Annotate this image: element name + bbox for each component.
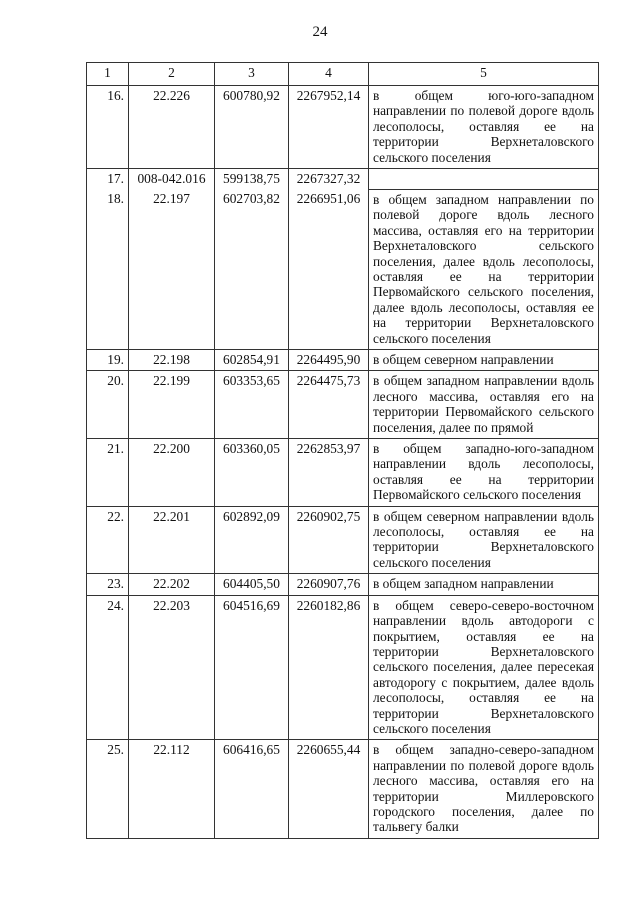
x-coordinate-cell: 602854,91: [215, 350, 289, 371]
table-row: [87, 439, 599, 507]
row-number-cell: 16.: [87, 86, 129, 169]
y-coordinate-cell: 2260907,76: [289, 574, 369, 595]
row-number-cell: 22.: [87, 506, 129, 574]
x-coordinate-cell: 604516,69: [215, 595, 289, 740]
row-number-cell: 20.: [87, 371, 129, 439]
x-coordinate-cell: 599138,75: [215, 169, 289, 190]
header-row: [87, 63, 599, 86]
description-cell: в общем северном направлении вдоль лесополосы, оставляя ее на территории Верхнеталовского сельского поселения: [369, 506, 599, 574]
x-coordinate-cell: 602892,09: [215, 506, 289, 574]
row-number-cell: 17.: [87, 169, 129, 190]
y-coordinate-cell: 2260182,86: [289, 595, 369, 740]
header-col-1: 1: [87, 63, 129, 86]
y-coordinate-cell: 2266951,06: [289, 189, 369, 349]
description-cell: в общем западном направлении вдоль лесного массива, оставляя его на территории Первомайского сельского поселения, далее по прямой: [369, 371, 599, 439]
y-coordinate-cell: 2262853,97: [289, 439, 369, 507]
page-number: 24: [312, 24, 328, 40]
point-id-cell: 22.198: [129, 350, 215, 371]
table-row: [87, 740, 599, 838]
table-row: [87, 189, 599, 349]
row-number-cell: 24.: [87, 595, 129, 740]
point-id-cell: 22.200: [129, 439, 215, 507]
y-coordinate-cell: 2267952,14: [289, 86, 369, 169]
table-row: [87, 506, 599, 574]
row-number-cell: 25.: [87, 740, 129, 838]
table-row: [87, 86, 599, 169]
boundary-table: [86, 62, 599, 839]
table-row: [87, 574, 599, 595]
x-coordinate-cell: 602703,82: [215, 189, 289, 349]
description-cell: в общем юго-юго-западном направлении по полевой дороге вдоль лесополосы, оставляя ее на территории Верхнеталовского сельского поселения: [369, 86, 599, 169]
y-coordinate-cell: 2264475,73: [289, 371, 369, 439]
header-col-4: 4: [289, 63, 369, 86]
header-col-3: 3: [215, 63, 289, 86]
header-col-2: 2: [129, 63, 215, 86]
table-row: [87, 169, 599, 190]
description-cell: в общем северном направлении: [369, 350, 599, 371]
point-id-cell: 22.226: [129, 86, 215, 169]
point-id-cell: 22.201: [129, 506, 215, 574]
row-number-cell: 18.: [87, 189, 129, 349]
point-id-cell: 22.112: [129, 740, 215, 838]
table-row: [87, 350, 599, 371]
x-coordinate-cell: 603360,05: [215, 439, 289, 507]
description-cell: [369, 169, 599, 190]
x-coordinate-cell: 606416,65: [215, 740, 289, 838]
x-coordinate-cell: 603353,65: [215, 371, 289, 439]
point-id-cell: 22.199: [129, 371, 215, 439]
description-cell: в общем западно-северо-западном направлении по полевой дороге вдоль лесного массива, оставляя его на территории Миллеровского городского поселения, далее по тальвегу балки: [369, 740, 599, 838]
description-cell: в общем западном направлении: [369, 574, 599, 595]
description-cell: в общем северо-северо-восточном направлении вдоль автодороги с покрытием, оставляя ее на территории Верхнеталовского сельского поселения, далее пересекая автодорогу с покрытием, далее вдоль лесополосы, оставляя ее на территории Верхнеталовского сельского поселения: [369, 595, 599, 740]
header-col-5: 5: [369, 63, 599, 86]
x-coordinate-cell: 604405,50: [215, 574, 289, 595]
row-number-cell: 21.: [87, 439, 129, 507]
y-coordinate-cell: 2260655,44: [289, 740, 369, 838]
y-coordinate-cell: 2264495,90: [289, 350, 369, 371]
table-row: [87, 595, 599, 740]
y-coordinate-cell: 2267327,32: [289, 169, 369, 190]
point-id-cell: 22.203: [129, 595, 215, 740]
description-cell: в общем западном направлении по полевой дороге вдоль лесного массива, оставляя его на территории Верхнеталовского сельского поселения, далее вдоль лесополосы, оставляя ее на территории Первомайского сельского поселения, далее вдоль лесополосы, оставляя ее на территории Верхнеталовского сельского поселения: [369, 189, 599, 349]
table-row: [87, 371, 599, 439]
point-id-cell: 22.197: [129, 189, 215, 349]
point-id-cell: 22.202: [129, 574, 215, 595]
row-number-cell: 19.: [87, 350, 129, 371]
x-coordinate-cell: 600780,92: [215, 86, 289, 169]
y-coordinate-cell: 2260902,75: [289, 506, 369, 574]
point-id-cell: 008-042.016: [129, 169, 215, 190]
description-cell: в общем западно-юго-западном направлении вдоль лесополосы, оставляя ее на территории Первомайского сельского поселения: [369, 439, 599, 507]
row-number-cell: 23.: [87, 574, 129, 595]
